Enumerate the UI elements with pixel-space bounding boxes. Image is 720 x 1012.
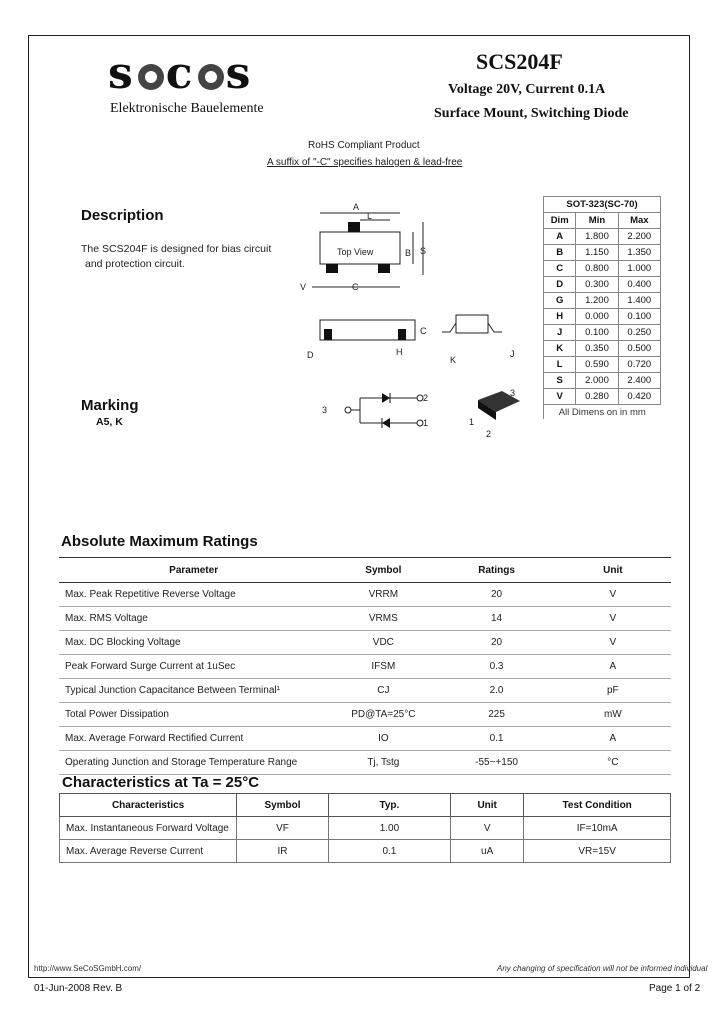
dim-label-c: C — [352, 282, 359, 292]
table-row: Max. DC Blocking Voltage VDC 20 V — [59, 631, 671, 655]
description-line-2: and protection circuit. — [85, 258, 185, 270]
table-row: C 0.800 1.000 — [544, 261, 661, 277]
description-heading: Description — [81, 207, 164, 224]
dim-label-h: H — [396, 347, 403, 357]
page-number: Page 1 of 2 — [649, 983, 701, 994]
abs-max-table — [59, 557, 671, 775]
table-row: Max. Peak Repetitive Reverse Voltage VRRM 20 V — [59, 583, 671, 607]
description-line-1: The SCS204F is designed for bias circuit — [81, 243, 272, 255]
dim-label-a: A — [353, 202, 360, 212]
abs-col-symbol: Symbol — [328, 558, 438, 583]
dim-unit-note: All Dimens on in mm — [544, 405, 661, 420]
table-row: Max. Average Reverse Current IR 0.1 uA VR=15V — [60, 840, 671, 863]
char-col-unit: Unit — [451, 794, 524, 817]
abs-col-ratings: Ratings — [438, 558, 554, 583]
char-col-condition: Test Condition — [524, 794, 671, 817]
bottom-pin-left — [326, 264, 338, 273]
dimension-table — [543, 196, 661, 419]
dim-label-d: D — [307, 350, 314, 360]
dim-label-l: L — [367, 211, 373, 221]
characteristics-heading: Characteristics at Ta = 25°C — [62, 774, 260, 791]
table-row: Total Power Dissipation PD@TA=25°C 225 mW — [59, 703, 671, 727]
char-col-symbol: Symbol — [237, 794, 329, 817]
diode-top — [382, 393, 390, 403]
pin3-node — [345, 407, 351, 413]
dim-label-j: J — [510, 349, 515, 359]
abs-max-heading: Absolute Maximum Ratings — [61, 533, 258, 550]
abs-col-parameter: Parameter — [59, 558, 328, 583]
char-col-typ: Typ. — [328, 794, 450, 817]
top-pin — [348, 222, 360, 232]
brand-subtitle: Elektronische Bauelemente — [110, 101, 264, 116]
diode-bottom — [382, 418, 390, 428]
rating-line: Voltage 20V, Current 0.1A — [448, 82, 606, 97]
table-row: J 0.100 0.250 — [544, 325, 661, 341]
pkg-pin1: 1 — [469, 417, 475, 427]
dim-col-min: Min — [576, 213, 618, 229]
table-row: H 0.000 0.100 — [544, 309, 661, 325]
pin3-label: 3 — [322, 405, 328, 415]
suffix-note: A suffix of "-C" specifies halogen & lead-free — [267, 157, 463, 168]
marking-value: A5, K — [96, 416, 123, 428]
dim-label-s: S — [420, 246, 427, 256]
table-row: L 0.590 0.720 — [544, 357, 661, 373]
table-row: K 0.350 0.500 — [544, 341, 661, 357]
marking-heading: Marking — [81, 397, 139, 414]
pin1-label: 1 — [423, 418, 429, 428]
char-col-name: Characteristics — [60, 794, 237, 817]
footer-notice: Any changing of specification will not be informed individual — [497, 964, 708, 973]
table-row: D 0.300 0.400 — [544, 277, 661, 293]
characteristics-table — [59, 793, 671, 863]
package-line: Surface Mount, Switching Diode — [434, 106, 629, 121]
top-view-label: Top View — [337, 247, 374, 257]
table-row: G 1.200 1.400 — [544, 293, 661, 309]
table-row: Operating Junction and Storage Temperature Range Tj, Tstg -55~+150 °C — [59, 751, 671, 775]
table-row: B 1.150 1.350 — [544, 245, 661, 261]
dim-col-max: Max — [618, 213, 660, 229]
end-view-body — [456, 315, 488, 333]
brand-logo: s c s — [108, 48, 254, 99]
pin2-label: 2 — [423, 393, 429, 403]
part-number: SCS204F — [476, 49, 563, 74]
footer-url[interactable]: http://www.SeCoSGmbH.com/ — [34, 964, 142, 973]
table-row: Typical Junction Capacitance Between Terminal¹ CJ 2.0 pF — [59, 679, 671, 703]
dim-label-k: K — [450, 355, 457, 365]
bottom-pin-right — [378, 264, 390, 273]
abs-col-unit: Unit — [555, 558, 671, 583]
table-row: A 1.800 2.200 — [544, 229, 661, 245]
table-row: Peak Forward Surge Current at 1uSec IFSM 0.3 A — [59, 655, 671, 679]
dim-label-b: B — [405, 248, 412, 258]
pkg-pin2: 2 — [486, 429, 492, 439]
description-text — [81, 242, 271, 272]
table-row: V 0.280 0.420 — [544, 389, 661, 405]
dim-label-v: V — [300, 282, 307, 292]
dim-label-c2: C — [420, 326, 427, 336]
table-row: Max. Average Forward Rectified Current IO 0.1 A — [59, 727, 671, 751]
package-drawing — [290, 195, 540, 445]
dim-package-title: SOT-323(SC-70) — [544, 197, 661, 213]
rohs-note: RoHS Compliant Product — [308, 140, 420, 151]
table-row: Max. RMS Voltage VRMS 14 V — [59, 607, 671, 631]
date-revision: 01-Jun-2008 Rev. B — [34, 983, 123, 994]
table-row: S 2.000 2.400 — [544, 373, 661, 389]
pkg-pin3: 3 — [510, 388, 516, 398]
table-row: Max. Instantaneous Forward Voltage VF 1.00 V IF=10mA — [60, 817, 671, 840]
dim-col-dim: Dim — [544, 213, 576, 229]
